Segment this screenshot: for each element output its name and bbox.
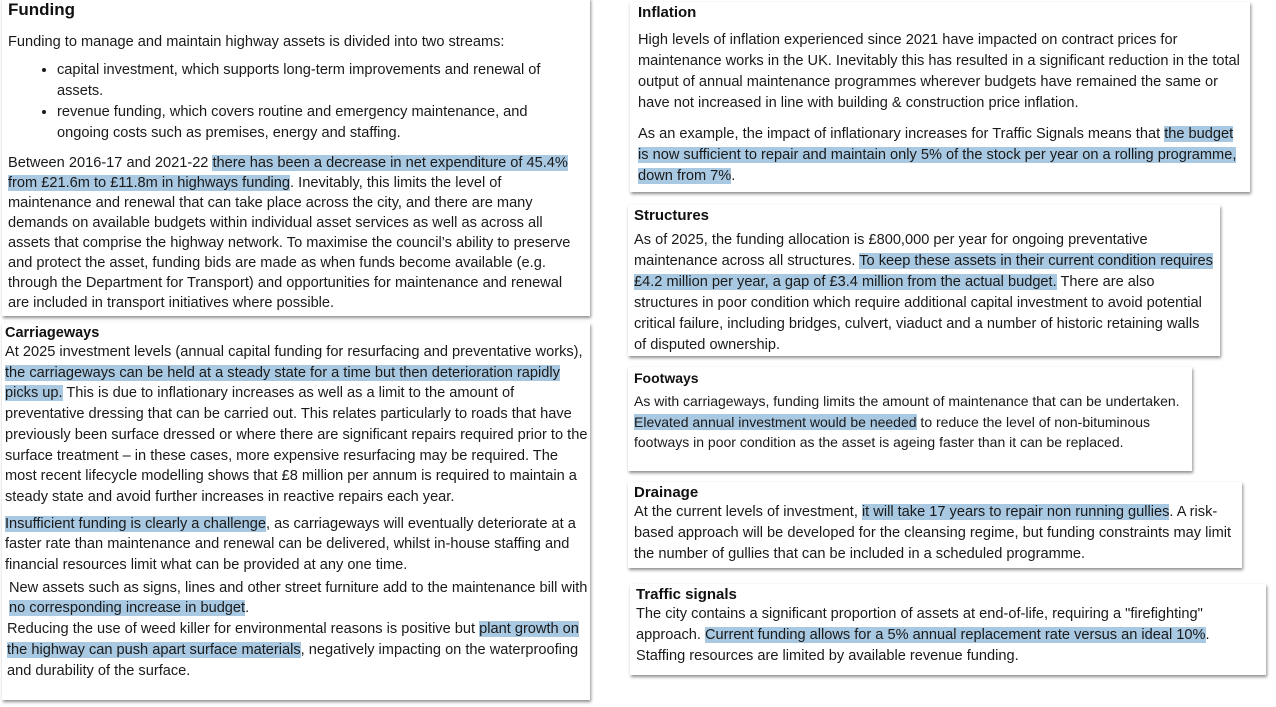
drainage-heading: Drainage bbox=[634, 484, 699, 501]
footways-paragraph: As with carriageways, funding limits the amount of maintenance that can be undertaken. Elevated annual investment would be needed to reduce the level of non-bituminous footways in poor condition as the asset is ageing faster than it can be replaced. bbox=[634, 393, 1180, 450]
carriageways-highlight-3: no corresponding increase in budget bbox=[9, 600, 246, 617]
drainage-section bbox=[628, 482, 1242, 568]
drainage-paragraph: At the current levels of investment, it will take 17 years to repair non running gullies. A risk-based approach will be developed for the cleansing regime, but funding constraints may limit the number of gullies that can be included in a scheduled programme. bbox=[634, 504, 1232, 562]
carriageways-section bbox=[2, 323, 590, 700]
inflation-heading: Inflation bbox=[638, 4, 697, 21]
carriageways-paragraph-1: At 2025 investment levels (annual capital funding for resurfacing and preventative works), the carriageways can be held at a steady state for a time but then deterioration rapidly picks up. This is due to inflationary increases as well as a limit to the amount of preventative dressing that can be carried out. This relates particularly to roads that have previously been surface dressed or where there are significant repairs required prior to the surface treatment – in these cases, more expensive resurfacing may be required. The most recent lifecycle modelling shows that £8 million per annum is required to maintain a steady state and avoid further increases in reactive repairs each year. bbox=[5, 344, 588, 505]
traffic-signals-heading: Traffic signals bbox=[636, 586, 737, 603]
inflation-paragraph-2: As an example, the impact of inflationary increases for Traffic Signals means that the budget is now sufficient to repair and maintain only 5% of the stock per year on a rolling programme, down from 7%. bbox=[638, 126, 1237, 184]
funding-highlight: there has been a decrease in net expenditure of 45.4% from £21.6m to £11.8m in highways funding bbox=[8, 155, 568, 191]
carriageways-paragraph-3: New assets such as signs, lines and other street furniture add to the maintenance bill with no corresponding increase in budget. bbox=[9, 579, 588, 617]
carriageways-paragraph-4: Reducing the use of weed killer for environmental reasons is positive but plant growth on the highway can push apart surface materials, negatively impacting on the waterproofing and durability of the surface. bbox=[7, 621, 579, 679]
inflation-section bbox=[630, 2, 1250, 192]
structures-highlight: To keep these assets in their current condition requires £4.2 million per year, a gap of £3.4 million from the actual budget. bbox=[634, 253, 1213, 290]
funding-heading: Funding bbox=[8, 0, 76, 19]
traffic-signals-highlight: Current funding allows for a 5% annual replacement rate versus an ideal 10% bbox=[704, 627, 1206, 643]
funding-section bbox=[2, 0, 590, 316]
structures-paragraph: As of 2025, the funding allocation is £800,000 per year for ongoing preventative maintenance across all structures. To keep these assets in their current condition requires £4.2 million per year, a gap of £3.4 million from the actual budget. There are also structures in poor condition which require additional capital investment to avoid potential critical failure, including bridges, culvert, viaduct and a number of historic retaining walls of disputed ownership. bbox=[634, 232, 1213, 353]
carriageways-highlight-2: Insufficient funding is clearly a challenge bbox=[5, 515, 266, 532]
drainage-highlight: it will take 17 years to repair non running gullies bbox=[861, 504, 1170, 520]
footways-heading: Footways bbox=[634, 370, 699, 386]
structures-heading: Structures bbox=[634, 207, 710, 224]
carriageways-highlight-4: plant growth on the highway can push apart surface materials bbox=[7, 621, 579, 658]
inflation-highlight: the budget is now sufficient to repair and maintain only 5% of the stock per year on a rolling programme, down from 7% bbox=[638, 126, 1237, 184]
traffic-signals-paragraph: The city contains a significant proportion of assets at end-of-life, requiring a "firefighting" approach. Current funding allows for a 5% annual replacement rate versus an ideal 10%. Staffing resources are limited by available revenue funding. bbox=[636, 606, 1210, 664]
funding-intro: Funding to manage and maintain highway assets is divided into two streams: bbox=[8, 34, 505, 50]
carriageways-heading: Carriageways bbox=[5, 325, 100, 341]
traffic-signals-section bbox=[630, 584, 1266, 675]
funding-bullet-list bbox=[8, 60, 584, 144]
footways-highlight: Elevated annual investment would be needed bbox=[634, 413, 917, 430]
inflation-paragraph-1: High levels of inflation experienced since 2021 have impacted on contract prices for maintenance works in the UK. Inevitably this has resulted in a significant reduction in the total output of annual maintenance programmes wherever budgets have remained the same or have not increased in line with building & construction price inflation. bbox=[638, 32, 1240, 111]
funding-bullet: • revenue funding, which covers routine and emergency maintenance, and ongoing costs such as premises, energy and staffing. bbox=[57, 102, 584, 144]
footways-section bbox=[628, 367, 1192, 471]
carriageways-highlight-1: the carriageways can be held at a steady state for a time but then deterioration rapidly picks up. bbox=[5, 364, 560, 402]
carriageways-paragraph-2: Insufficient funding is clearly a challenge, as carriageways will eventually deteriorate at a faster rate than maintenance and renewal can be delivered, whilst in-house staffing and financial resources limit what can be provided at any one time. bbox=[5, 515, 576, 574]
structures-section bbox=[628, 205, 1220, 356]
funding-paragraph: Between 2016-17 and 2021-22 there has been a decrease in net expenditure of 45.4% from £21.6m to £11.8m in highways funding. Inevitably, this limits the level of maintenance and renewal that can take place across the city, and there are many demands on available budgets within individual asset services as well as across all assets that comprise the highway network. To maximise the council’s ability to preserve and protect the asset, funding bids are made as when funds become available (e.g. through the Department for Transport) and opportunities for maintenance and renewal are included in transport initiatives where possible. bbox=[8, 155, 571, 311]
funding-bullet: • capital investment, which supports long-term improvements and renewal of assets. bbox=[57, 60, 584, 102]
